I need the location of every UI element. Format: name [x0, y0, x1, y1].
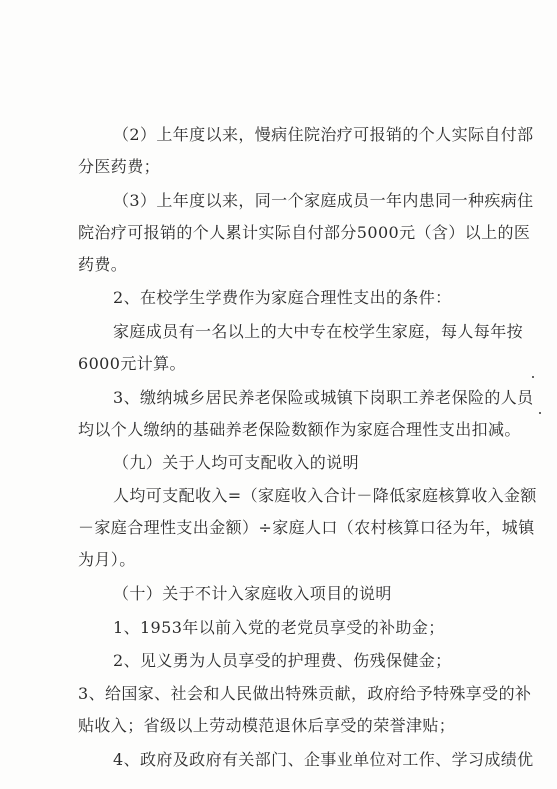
text-line: 院治疗可报销的个人累计实际自付部分5000元（含）以上的医	[78, 223, 531, 242]
text-line: 贴收入；省级以上劳动模范退休后享受的荣誉津贴；	[78, 716, 456, 735]
text-line: 为月）。	[78, 550, 136, 569]
text-line: 6000元计算。	[78, 354, 186, 373]
text-line: 3、缴纳城乡居民养老保险或城镇下岗职工养老保险的人员	[113, 388, 534, 407]
text-line: 人均可支配收入=（家庭收入合计－降低家庭核算收入金额	[113, 486, 537, 505]
text-line: 2、见义勇为人员享受的护理费、伤残保健金；	[113, 651, 452, 670]
text-line: 3、给国家、社会和人民做出特殊贡献，政府给予特殊享受的补	[78, 684, 532, 703]
text-line: －家庭合理性支出金额）÷家庭人口（农村核算口径为年，城镇	[78, 518, 535, 537]
text-line: 家庭成员有一名以上的大中专在校学生家庭，每人每年按	[113, 322, 524, 341]
text-line: 分医药费；	[78, 157, 161, 176]
scan-speck	[539, 412, 541, 414]
section-heading: （十）关于不计入家庭收入项目的说明	[113, 584, 392, 603]
scan-speck	[532, 376, 534, 378]
text-line: （3）上年度以来，同一个家庭成员一年内患同一种疾病住	[113, 191, 534, 210]
section-heading: （九）关于人均可支配收入的说明	[113, 453, 360, 472]
text-line: 均以个人缴纳的基础养老保险数额作为家庭合理性支出扣减。	[78, 420, 521, 439]
text-line: 药费。	[78, 255, 128, 274]
text-line: 2、在校学生学费作为家庭合理性支出的条件：	[113, 288, 452, 307]
text-line: 4、政府及政府有关部门、企事业单位对工作、学习成绩优	[113, 750, 534, 769]
text-line: 1、1953年以前入党的老党员享受的补助金；	[113, 618, 445, 637]
text-line: （2）上年度以来，慢病住院治疗可报销的个人实际自付部	[113, 125, 534, 144]
